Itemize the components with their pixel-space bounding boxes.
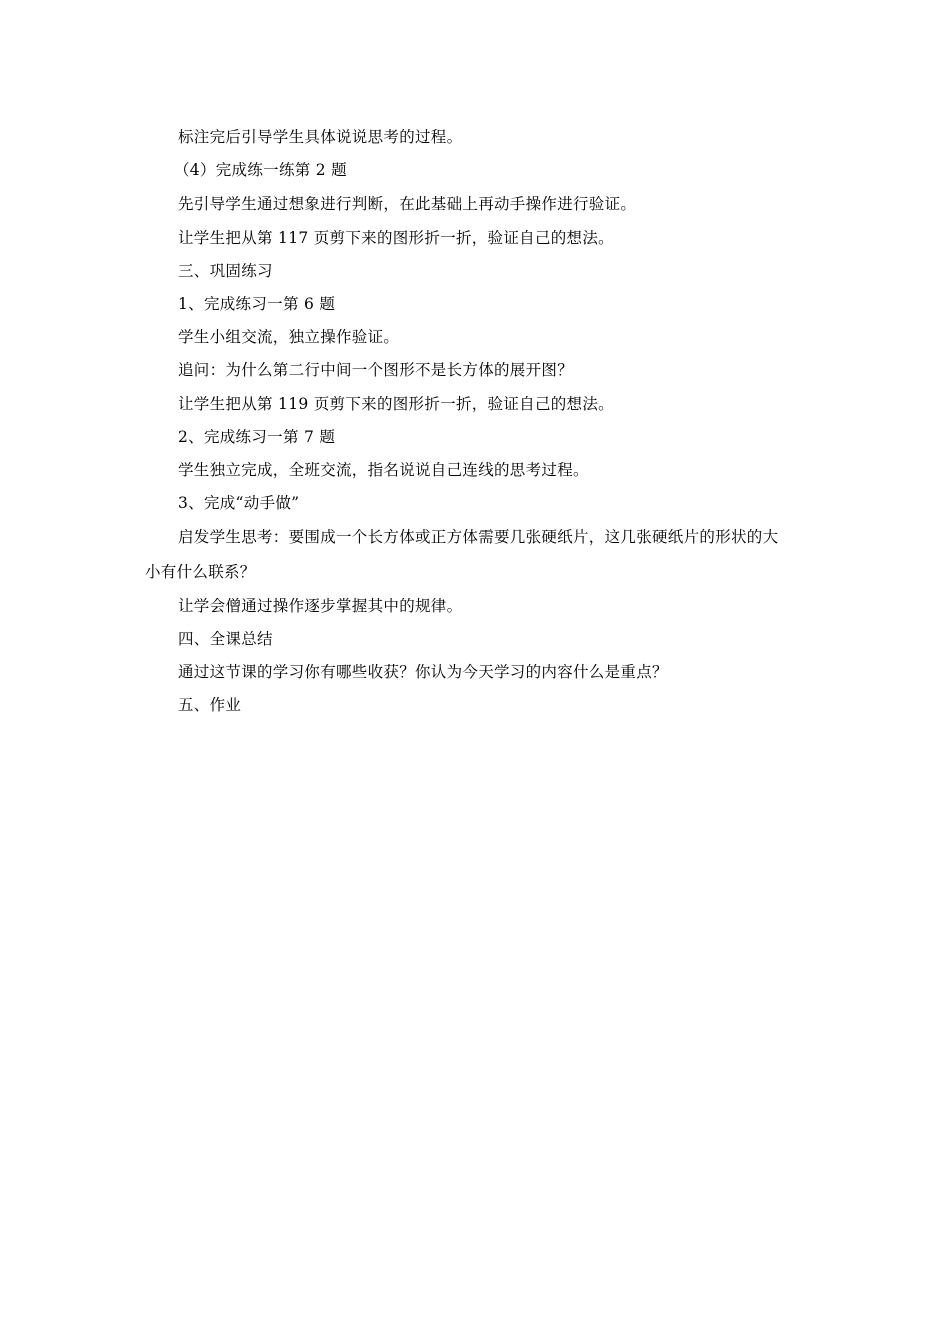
subsection-heading: 3、完成“动手做” [178,494,300,512]
section-heading: 四、全课总结 [178,630,273,648]
paragraph-line: 让学生把从第 119 页剪下来的图形折一折，验证自己的想法。 [178,395,614,413]
subsection-heading: 2、完成练习一第 7 题 [178,428,336,446]
section-heading: 三、巩固练习 [178,262,273,280]
paragraph-line: 先引导学生通过想象进行判断，在此基础上再动手操作进行验证。 [178,195,637,213]
paragraph-line: 标注完后引导学生具体说说思考的过程。 [178,128,463,146]
section-heading: 五、作业 [178,696,242,714]
paragraph-line: 让学生把从第 117 页剪下来的图形折一折，验证自己的想法。 [178,229,614,247]
paragraph-line: 学生独立完成，全班交流，指名说说自己连线的思考过程。 [178,461,589,479]
paragraph-line: （4）完成练一练第 2 题 [174,161,347,179]
subsection-heading: 1、完成练习一第 6 题 [178,295,336,313]
paragraph-line: 学生小组交流，独立操作验证。 [178,328,400,346]
paragraph-line: 追问：为什么第二行中间一个图形不是长方体的展开图？ [178,361,574,379]
paragraph-line: 通过这节课的学习你有哪些收获？你认为今天学习的内容什么是重点？ [178,663,668,681]
paragraph-line: 启发学生思考：要围成一个长方体或正方体需要几张硬纸片，这几张硬纸片的形状的大 [178,528,779,546]
paragraph-line-continuation: 小有什么联系？ [145,563,256,581]
paragraph-line: 让学会僧通过操作逐步掌握其中的规律。 [178,597,463,615]
